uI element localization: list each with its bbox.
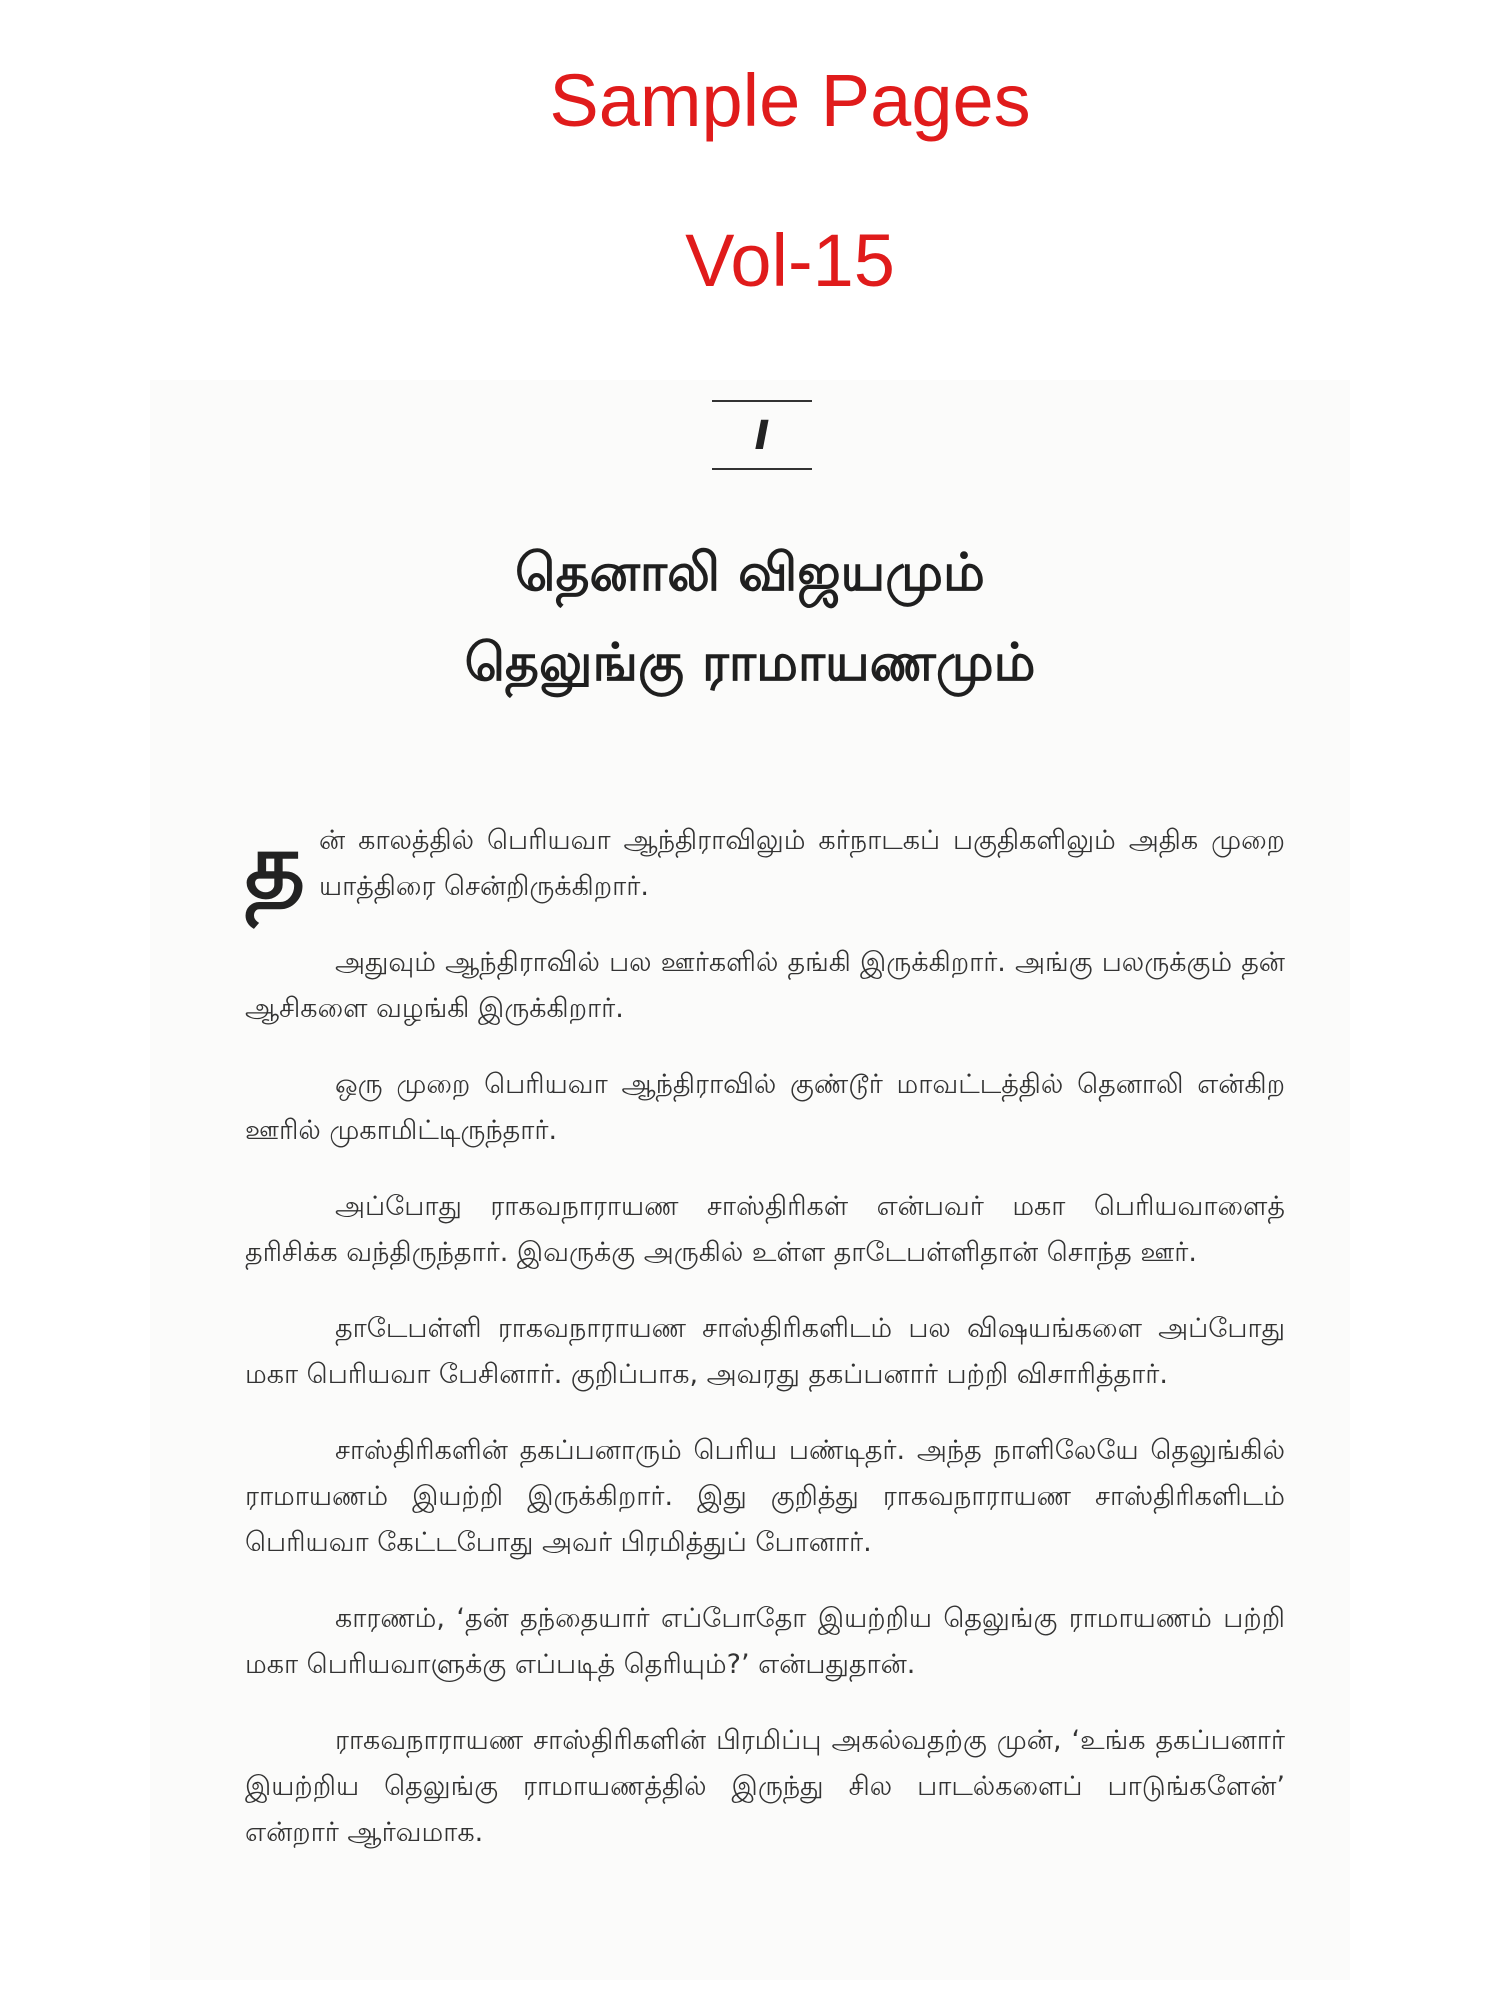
chapter-rule-bottom xyxy=(712,468,812,470)
paragraph-3: ஒரு முறை பெரியவா ஆந்திராவில் குண்டூர் மாவட்டத்தில் தெனாலி என்கிற ஊரில் முகாமிட்டிருந்தார். xyxy=(245,1069,1285,1146)
sample-pages-banner: Sample Pages xyxy=(549,59,1031,142)
chapter-rule-top xyxy=(712,400,812,402)
paragraph-5: தாடேபள்ளி ராகவநாராயண சாஸ்திரிகளிடம் பல விஷயங்களை அப்போது மகா பெரியவா பேசினார். குறிப்பாக, அவரது தகப்பனார் பற்றி விசாரித்தார். xyxy=(245,1313,1285,1390)
paragraph-1 xyxy=(245,812,1285,919)
paragraph-4: அப்போது ராகவநாராயண சாஸ்திரிகள் என்பவர் மகா பெரியவாளைத் தரிசிக்க வந்திருந்தார். இவருக்கு அருகில் உள்ள தாடேபள்ளிதான் சொந்த ஊர். xyxy=(245,1191,1285,1268)
drop-cap-letter: த xyxy=(245,812,305,919)
paragraph-2: அதுவும் ஆந்திராவில் பல ஊர்களில் தங்கி இருக்கிறார். அங்கு பலருக்கும் தன் ஆசிகளை வழங்கி இருக்கிறார். xyxy=(245,947,1285,1024)
chapter-title xyxy=(150,528,1350,708)
chapter-body xyxy=(245,812,1285,1886)
chapter-number: I xyxy=(754,413,770,459)
paragraph-6: சாஸ்திரிகளின் தகப்பனாரும் பெரிய பண்டிதர். அந்த நாளிலேயே தெலுங்கில் ராமாயணம் இயற்றி இருக்கிறார். இது குறித்து ராகவநாராயண சாஸ்திரிகளிடம் பெரியவா கேட்டபோது அவர் பிரமித்துப் போனார். xyxy=(245,1435,1285,1558)
paragraph-8: ராகவநாராயண சாஸ்திரிகளின் பிரமிப்பு அகல்வதற்கு முன், ‘உங்க தகப்பனார் இயற்றிய தெலுங்கு ராமாயணத்தில் இருந்து சில பாடல்களைப் பாடுங்களேன்’ என்றார் ஆர்வமாக. xyxy=(245,1725,1285,1848)
chapter-title-line-2: தெலுங்கு ராமாயணமும் xyxy=(464,633,1036,693)
paragraph-7: காரணம், ‘தன் தந்தையார் எப்போதோ இயற்றிய தெலுங்கு ராமாயணம் பற்றி மகா பெரியவாளுக்கு எப்படித் தெரியும்?’ என்பதுதான். xyxy=(245,1603,1285,1680)
chapter-title-line-1: தெனாலி விஜயமும் xyxy=(515,543,985,603)
paragraph-1-text: ன் காலத்தில் பெரியவா ஆந்திராவிலும் கர்நாடகப் பகுதிகளிலும் அதிக முறை யாத்திரை சென்றிருக்கிறார். xyxy=(318,825,1285,902)
chapter-number-block xyxy=(712,400,812,470)
volume-label: Vol-15 xyxy=(685,219,895,302)
